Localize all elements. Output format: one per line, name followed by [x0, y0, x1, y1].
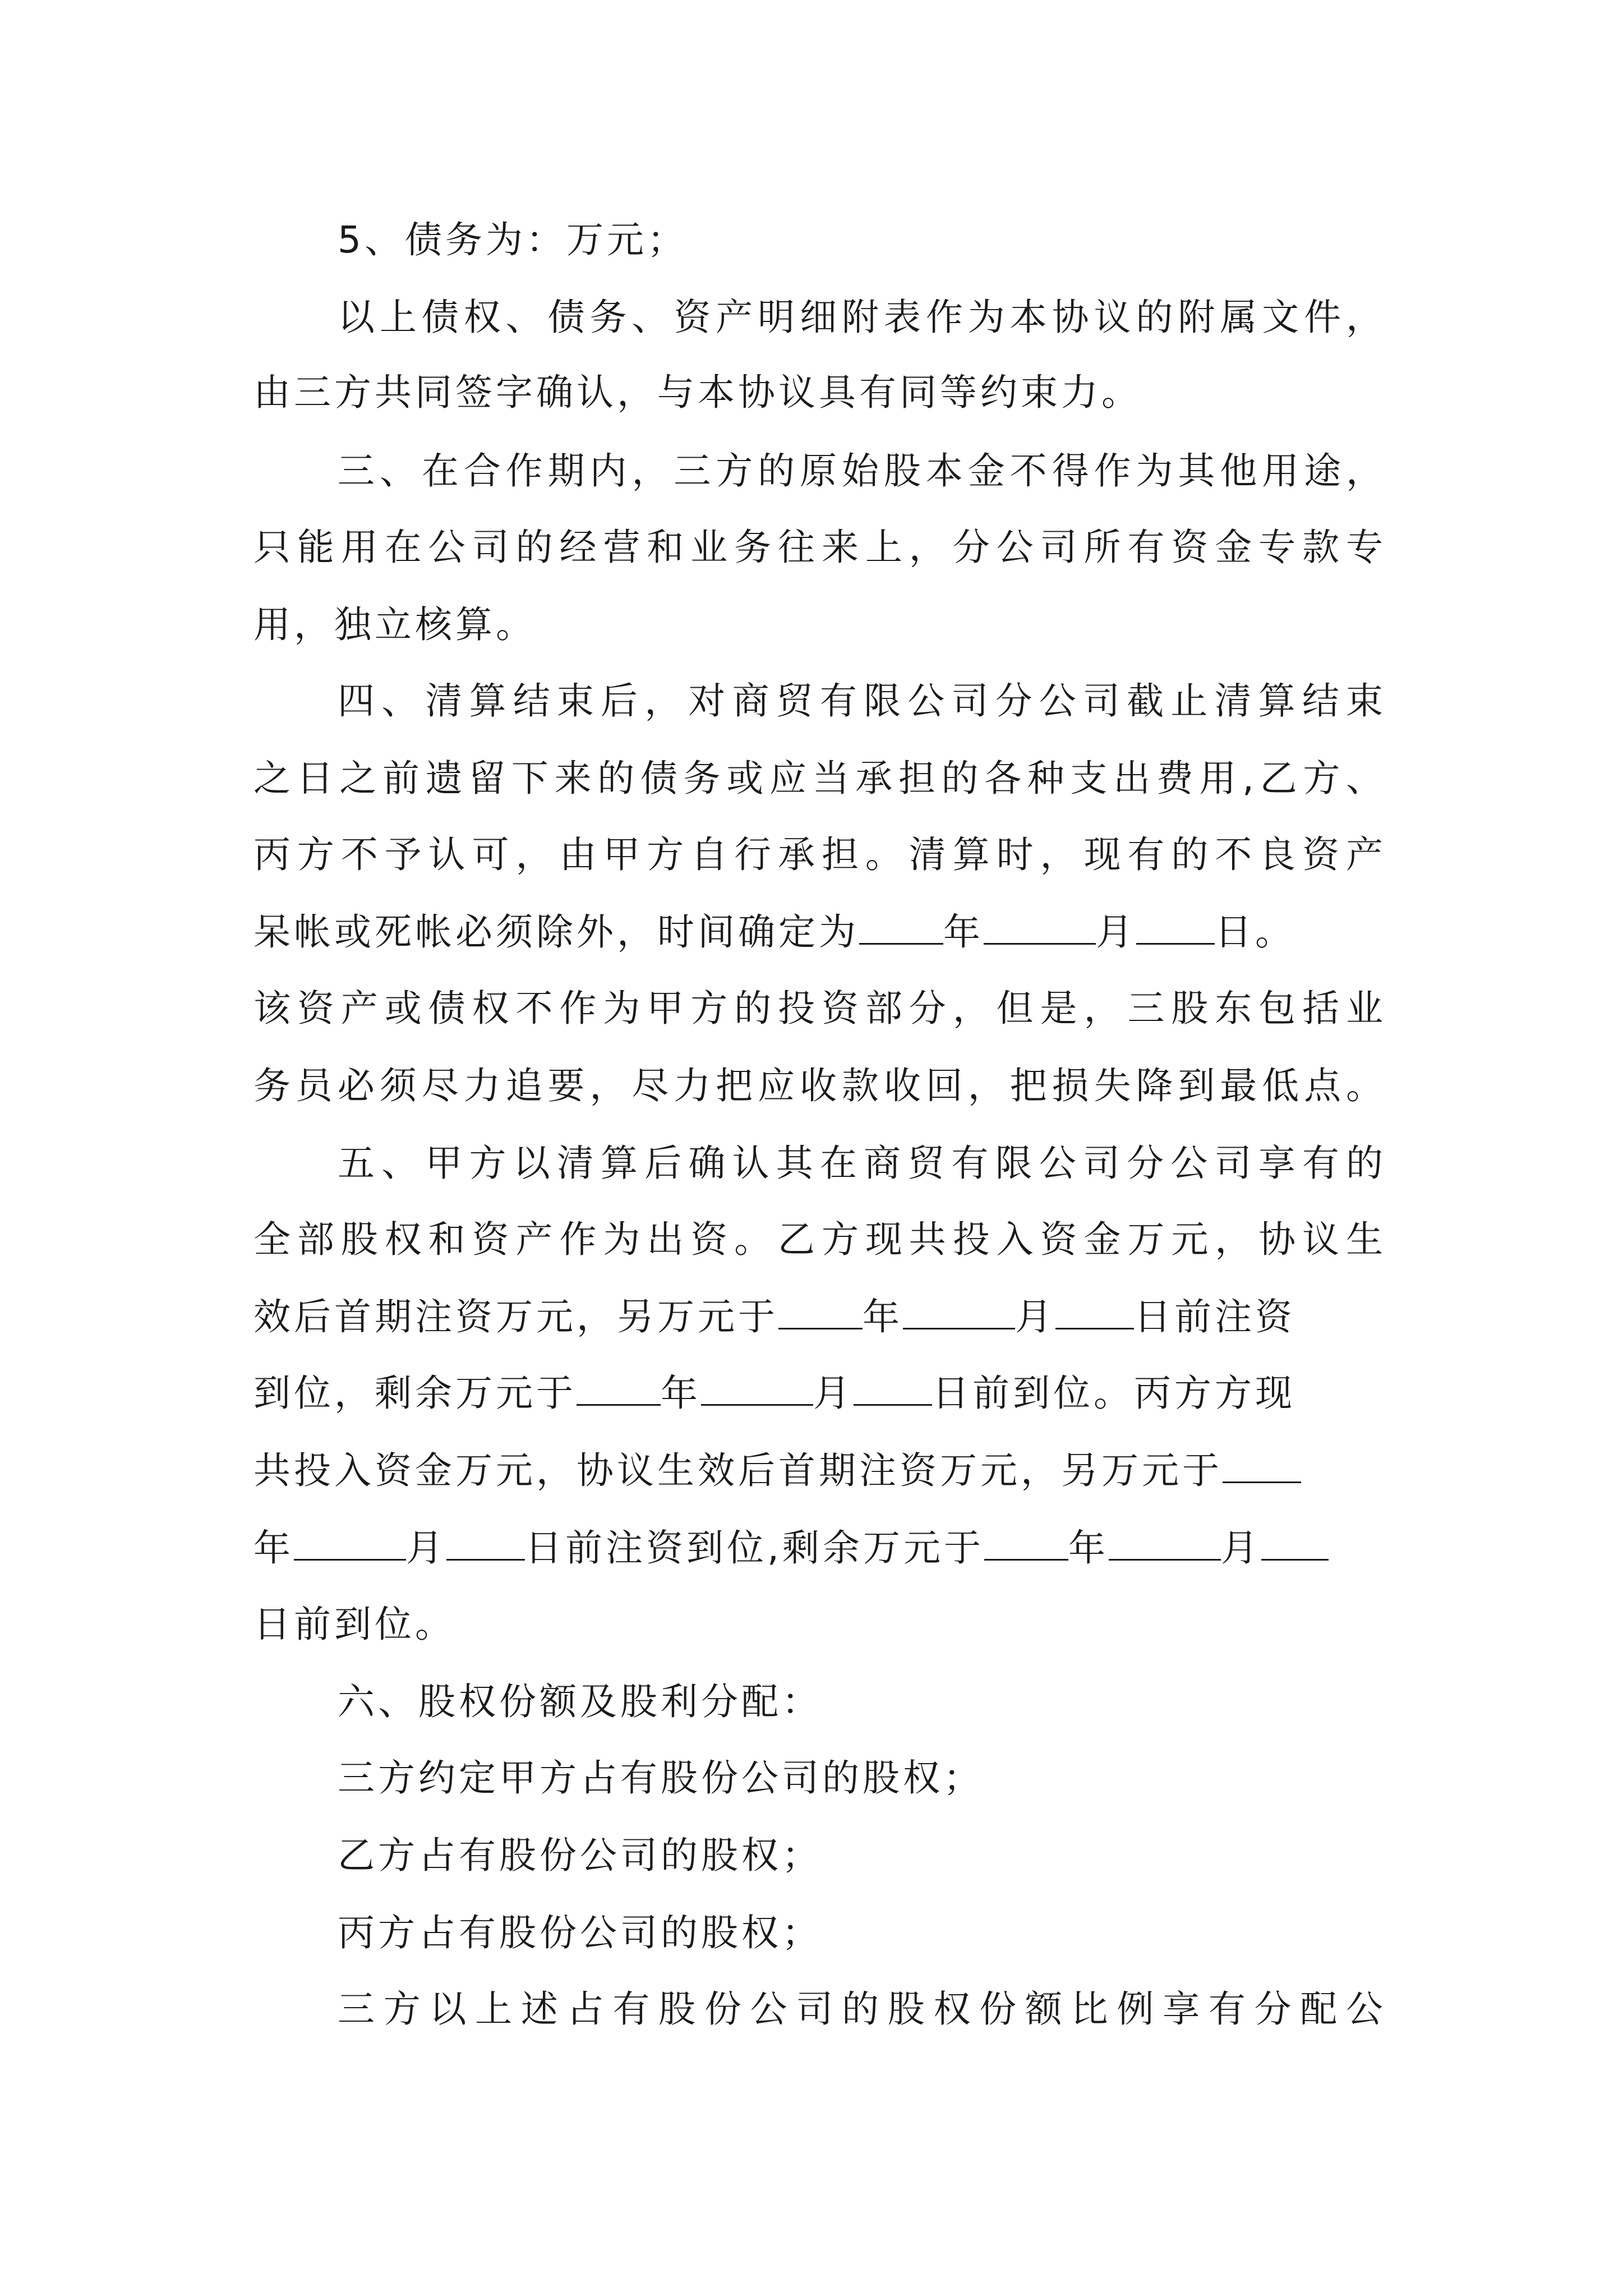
fill-blank — [294, 1522, 406, 1561]
fill-blank — [984, 906, 1096, 945]
text-line: 五、甲方以清算后确认其在商贸有限公司分公司享有的 — [338, 1142, 1386, 1185]
text-line: 全部股权和资产作为出资。乙方现共投入资金万元，协议生 — [253, 1218, 1386, 1261]
fill-blank — [577, 1367, 661, 1406]
text-line-with-blanks — [253, 904, 1295, 960]
text-line: 以上债权、债务、资产明细附表作为本协议的附属文件， — [338, 296, 1386, 339]
fill-blank — [984, 1522, 1068, 1561]
text-line: 5、债务为：万元； — [338, 218, 688, 261]
text-segment: 年 — [661, 1372, 701, 1415]
text-segment: 月 — [813, 1372, 854, 1415]
text-segment: 年 — [1068, 1526, 1109, 1570]
text-line: 丙方占有股份公司的股权； — [338, 1911, 822, 1954]
fill-blank — [1261, 1522, 1329, 1561]
text-segment: 月 — [1220, 1526, 1261, 1570]
fill-blank — [903, 1291, 1015, 1329]
text-segment: 呆帐或死帐必须除外，时间确定为 — [253, 910, 859, 954]
text-line-with-blanks — [253, 1289, 1295, 1345]
text-segment: 年 — [253, 1526, 294, 1570]
text-line: 该资产或债权不作为甲方的投资部分，但是，三股东包括业 — [253, 987, 1386, 1030]
text-line: 务员必须尽力追要，尽力把应收款收回，把损失降到最低点。 — [253, 1064, 1386, 1107]
text-segment: 日前注资到位,剩余万元于 — [525, 1526, 984, 1570]
fill-blank — [1055, 1291, 1134, 1329]
text-line: 丙方不予认可，由甲方自行承担。清算时，现有的不良资产 — [253, 833, 1386, 876]
text-segment: 月 — [1096, 910, 1136, 954]
text-segment: 年 — [863, 1295, 903, 1338]
text-line: 之日之前遗留下来的债务或应当承担的各种支出费用,乙方、 — [253, 757, 1386, 800]
text-segment: 月 — [1015, 1295, 1055, 1338]
text-line: 三方以上述占有股份公司的股权份额比例享有分配公 — [338, 1987, 1386, 2031]
section-heading: 六、股权份额及股利分配： — [338, 1680, 822, 1723]
fill-blank — [701, 1367, 813, 1406]
text-segment: 日。 — [1215, 910, 1295, 954]
fill-blank — [1136, 906, 1215, 945]
fill-blank — [1109, 1522, 1221, 1561]
text-segment: 效后首期注资万元，另万元于 — [253, 1295, 778, 1338]
fill-blank — [854, 1367, 932, 1406]
text-line: 四、清算结束后，对商贸有限公司分公司截止清算结束 — [338, 679, 1386, 723]
text-line-with-blanks — [253, 1520, 1329, 1576]
text-segment: 共投入资金万元，协议生效后首期注资万元，另万元于 — [253, 1449, 1223, 1492]
fill-blank — [778, 1291, 863, 1329]
fill-blank — [859, 906, 943, 945]
text-segment: 年 — [943, 910, 984, 954]
fill-blank — [446, 1522, 525, 1561]
text-line: 由三方共同签字确认，与本协议具有同等约束力。 — [253, 371, 1142, 414]
text-line-with-blanks — [253, 1365, 1295, 1421]
text-line: 用，独立核算。 — [253, 603, 536, 646]
text-segment: 月 — [406, 1526, 446, 1570]
fill-blank — [1223, 1444, 1301, 1483]
text-segment: 到位，剩余万元于 — [253, 1372, 577, 1415]
text-line: 三方约定甲方占有股份公司的股权； — [338, 1756, 984, 1800]
text-line: 三、在合作期内，三方的原始股本金不得作为其他用途， — [338, 449, 1386, 493]
text-line-with-blanks — [253, 1443, 1301, 1499]
text-segment: 日前注资 — [1134, 1295, 1295, 1338]
text-line: 日前到位。 — [253, 1603, 455, 1646]
text-line: 只能用在公司的经营和业务往来上，分公司所有资金专款专 — [253, 526, 1386, 569]
text-line: 乙方占有股份公司的股权； — [338, 1834, 822, 1877]
text-segment: 日前到位。丙方方现 — [932, 1372, 1295, 1415]
